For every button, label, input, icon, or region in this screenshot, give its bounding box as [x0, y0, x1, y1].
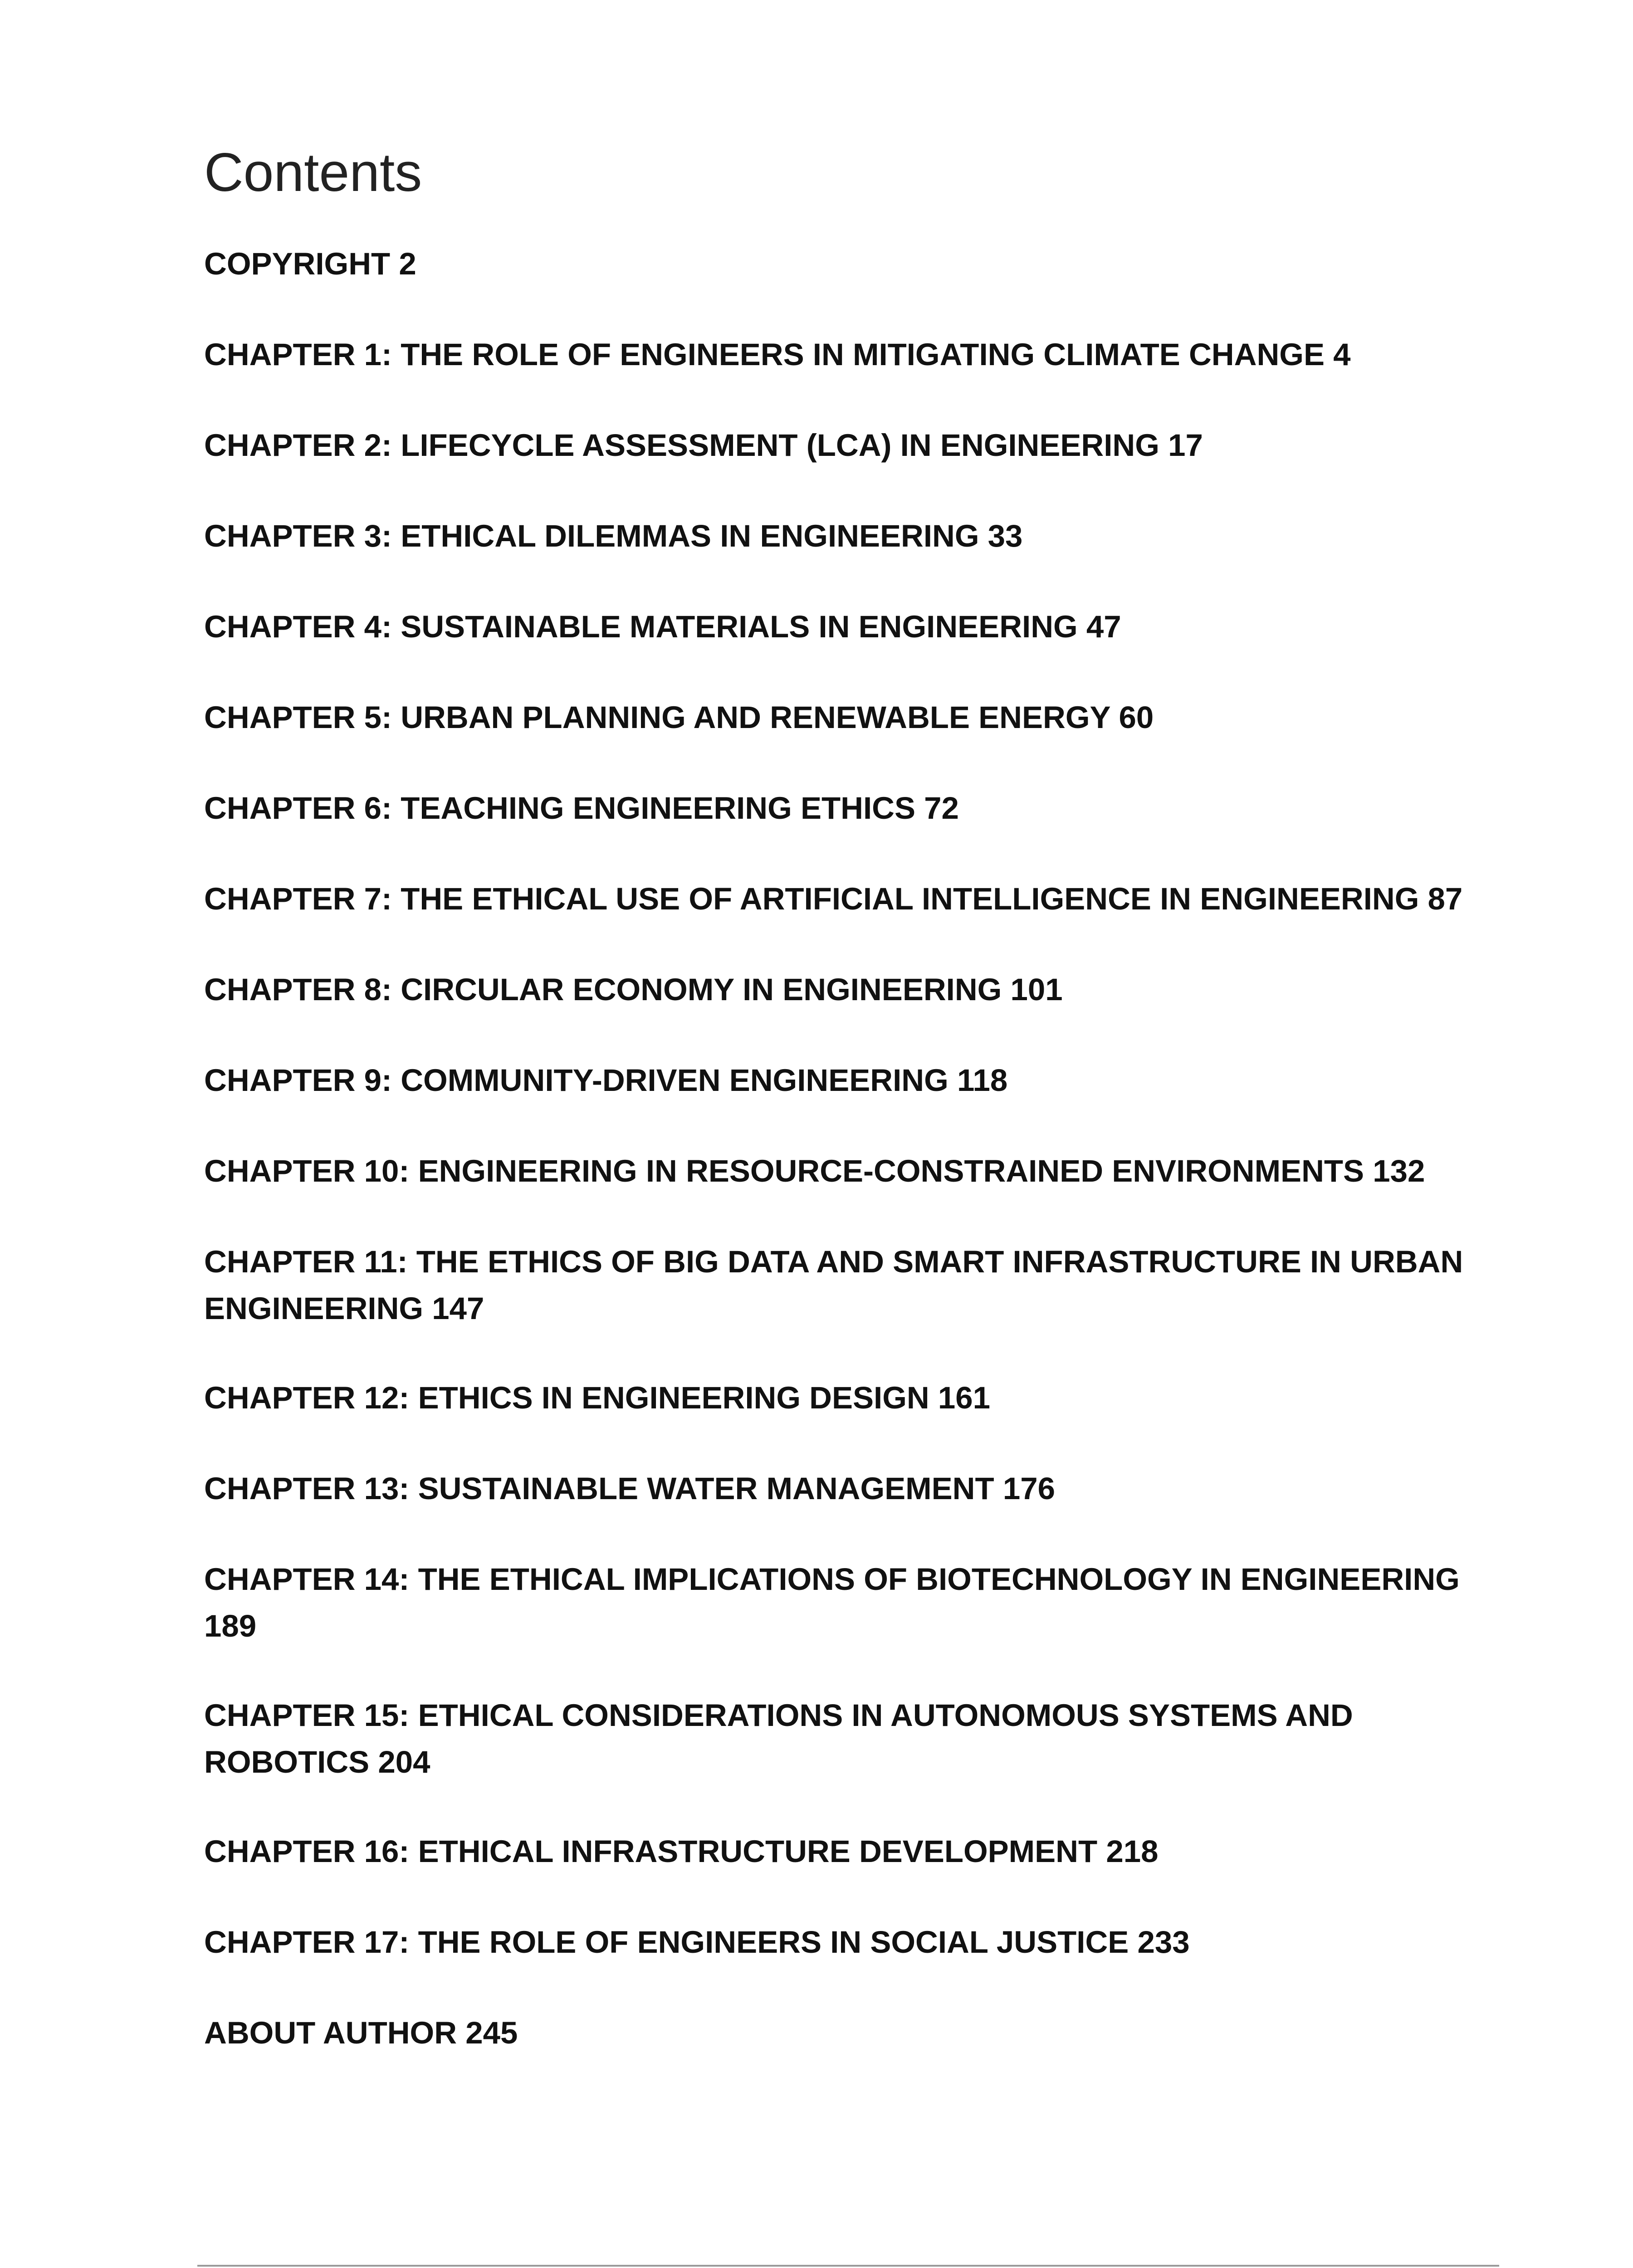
toc-entry-chapter-3[interactable]: CHAPTER 3: ETHICAL DILEMMAS IN ENGINEERING 33 — [204, 518, 1023, 553]
toc-entry-chapter-12[interactable]: CHAPTER 12: ETHICS IN ENGINEERING DESIGN 161 — [204, 1380, 991, 1415]
toc-entry-chapter-15[interactable]: CHAPTER 15: ETHICAL CONSIDERATIONS IN AUTONOMOUS SYSTEMS AND ROBOTICS 204 — [204, 1698, 1353, 1779]
footer-divider — [197, 2265, 1499, 2267]
toc-entry-chapter-8[interactable]: CHAPTER 8: CIRCULAR ECONOMY IN ENGINEERING 101 — [204, 972, 1063, 1007]
toc-entry-chapter-13[interactable]: CHAPTER 13: SUSTAINABLE WATER MANAGEMENT 176 — [204, 1471, 1055, 1506]
toc-entry-chapter-17[interactable]: CHAPTER 17: THE ROLE OF ENGINEERS IN SOCIAL JUSTICE 233 — [204, 1925, 1190, 1960]
toc-entry-chapter-16[interactable]: CHAPTER 16: ETHICAL INFRASTRUCTURE DEVELOPMENT 218 — [204, 1834, 1159, 1869]
toc-entry-chapter-6[interactable]: CHAPTER 6: TEACHING ENGINEERING ETHICS 72 — [204, 791, 959, 826]
toc-entry-about-author[interactable]: ABOUT AUTHOR 245 — [204, 2015, 518, 2050]
contents-heading: Contents — [204, 142, 422, 203]
toc-entry-chapter-11[interactable]: CHAPTER 11: THE ETHICS OF BIG DATA AND SMART INFRASTRUCTURE IN URBAN ENGINEERING 147 — [204, 1244, 1463, 1326]
toc-entry-chapter-14[interactable]: CHAPTER 14: THE ETHICAL IMPLICATIONS OF BIOTECHNOLOGY IN ENGINEERING 189 — [204, 1562, 1460, 1643]
toc-entry-chapter-4[interactable]: CHAPTER 4: SUSTAINABLE MATERIALS IN ENGINEERING 47 — [204, 609, 1121, 644]
toc-entry-copyright[interactable]: COPYRIGHT 2 — [204, 246, 416, 281]
toc-entry-chapter-9[interactable]: CHAPTER 9: COMMUNITY-DRIVEN ENGINEERING 118 — [204, 1063, 1008, 1098]
toc-entry-chapter-5[interactable]: CHAPTER 5: URBAN PLANNING AND RENEWABLE ENERGY 60 — [204, 700, 1154, 735]
toc-entry-chapter-2[interactable]: CHAPTER 2: LIFECYCLE ASSESSMENT (LCA) IN ENGINEERING 17 — [204, 428, 1203, 463]
toc-entry-chapter-1[interactable]: CHAPTER 1: THE ROLE OF ENGINEERS IN MITIGATING CLIMATE CHANGE 4 — [204, 337, 1351, 372]
toc-entry-chapter-7[interactable]: CHAPTER 7: THE ETHICAL USE OF ARTIFICIAL INTELLIGENCE IN ENGINEERING 87 — [204, 881, 1463, 916]
toc-entry-chapter-10[interactable]: CHAPTER 10: ENGINEERING IN RESOURCE-CONSTRAINED ENVIRONMENTS 132 — [204, 1154, 1425, 1188]
